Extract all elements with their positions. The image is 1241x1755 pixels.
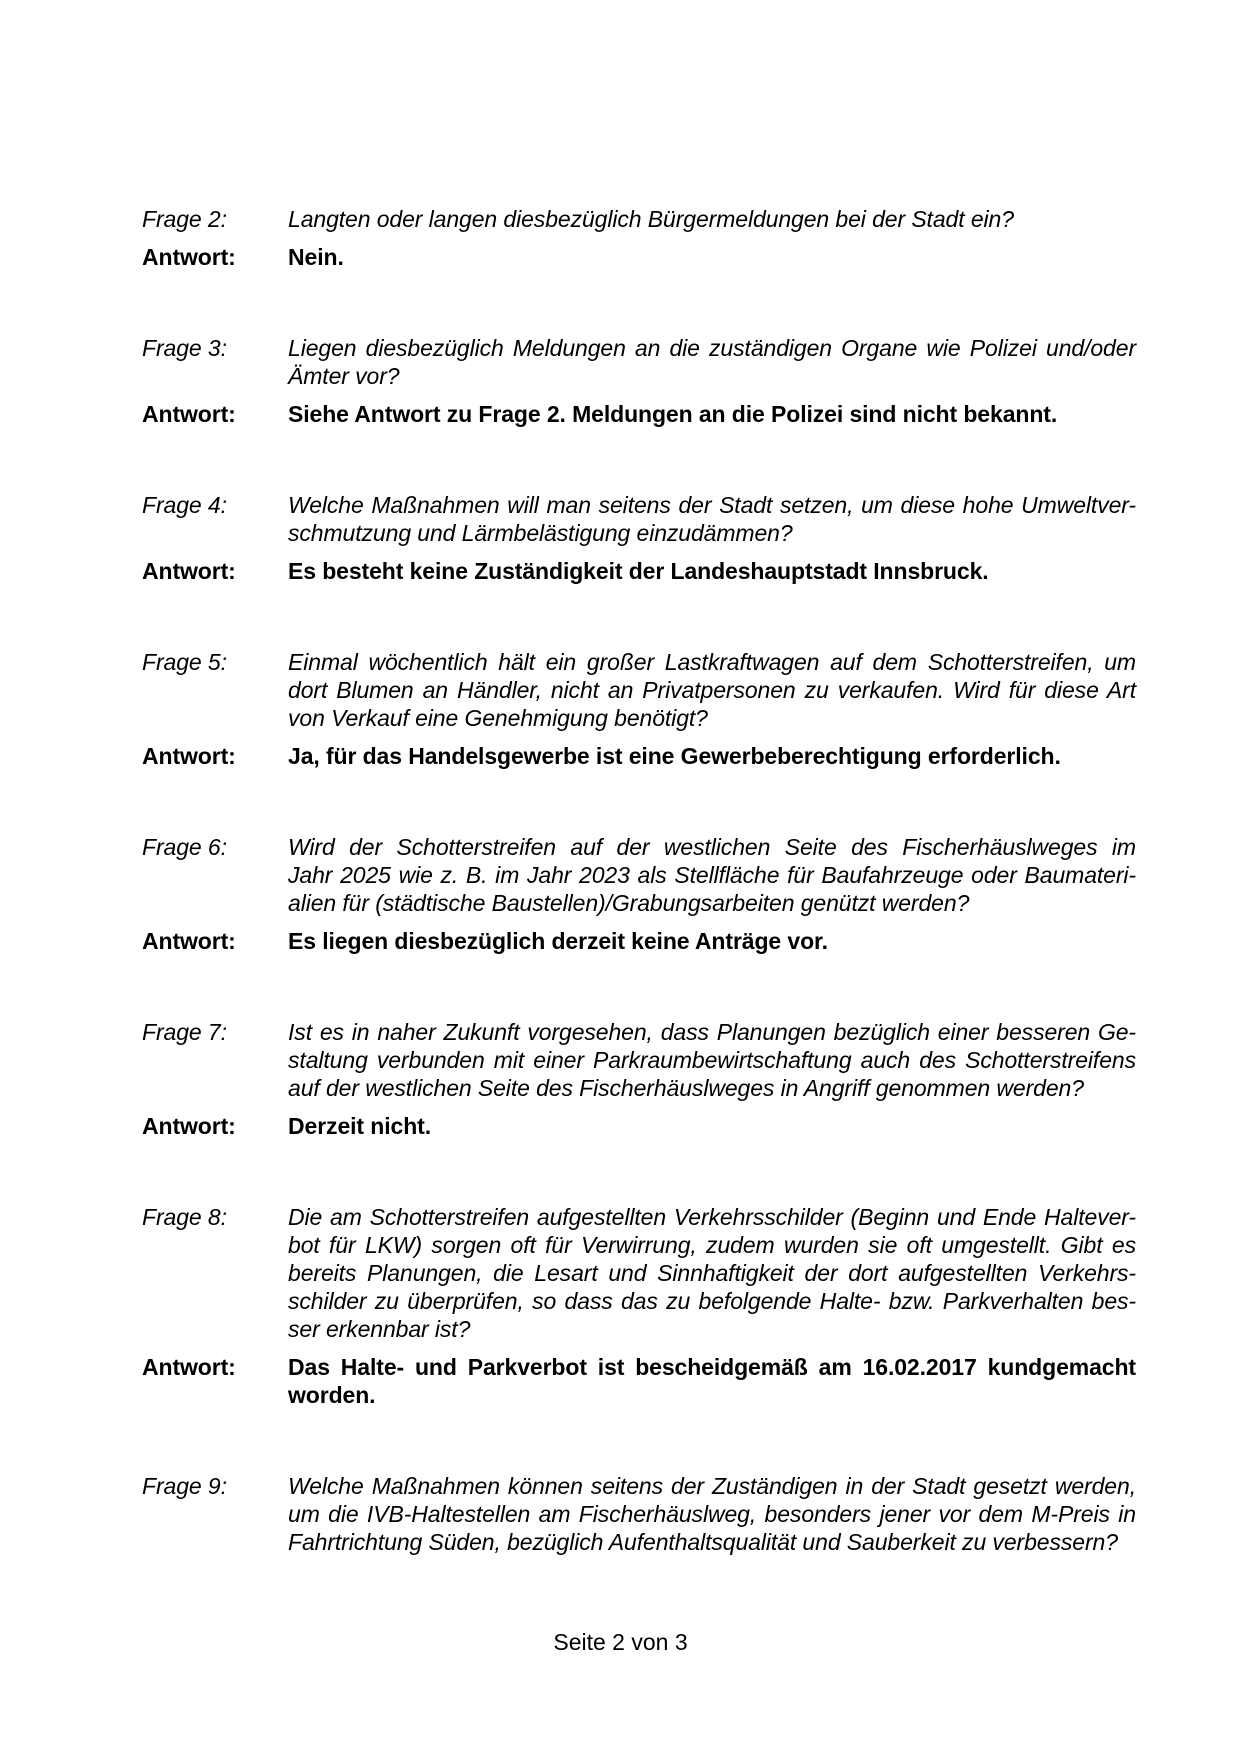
frage-8-label: Frage 8: [142,1204,227,1230]
qa-block-frage-9 [142,1472,1241,1556]
frage-8-question-text: Die am Schotterstreifen aufgestellten Verkehrsschilder (Beginn und Ende Haltever- bot für LKW) sorgen oft für Verwirrung, zudem wurden sie oft umgestellt. Gibt es bereits Planungen, die Lesart und Sinnhaftigkeit der dort aufgestellten Verkehrs- schilder zu überprüfen, so dass das zu befolgende Halte- bzw. Parkverhalten bes- ser erkennbar ist? [288,1204,1136,1342]
frage-3-label: Frage 3: [142,335,227,361]
antwort-7-answer-text: Derzeit nicht. [288,1113,432,1139]
qa-block-frage-5 [142,648,1241,770]
qa-block-frage-8 [142,1203,1241,1409]
frage-3-question-text: Liegen diesbezüglich Meldungen an die zuständigen Organe wie Polizei und/oder Ämter vor? [288,335,1136,389]
frage-6-question-text: Wird der Schotterstreifen auf der westlichen Seite des Fischerhäuslweges im Jahr 2025 wie z. B. im Jahr 2023 als Stellfläche für Baufahrzeuge oder Baumateri- alien für (städtische Baustellen)/Grabungsarbeiten genützt werden? [288,834,1136,916]
qa-block-frage-4 [142,491,1241,585]
qa-block-frage-7 [142,1018,1241,1140]
qa-block-frage-6 [142,833,1241,955]
qa-block-frage-3 [142,334,1241,428]
antwort-2-answer-text: Nein. [288,244,344,270]
antwort-3-label: Antwort: [142,401,236,427]
antwort-5-label: Antwort: [142,743,236,769]
frage-5-question-text: Einmal wöchentlich hält ein großer Lastkraftwagen auf dem Schotterstreifen, um dort Blumen an Händler, nicht an Privatpersonen zu verkaufen. Wird für diese Art von Verkauf eine Genehmigung benötigt? [288,649,1136,731]
frage-2-question-text: Langten oder langen diesbezüglich Bürgermeldungen bei der Stadt ein? [288,206,1014,232]
antwort-5-answer-text: Ja, für das Handelsgewerbe ist eine Gewerbeberechtigung erforderlich. [288,743,1061,769]
frage-6-label: Frage 6: [142,834,227,860]
frage-7-label: Frage 7: [142,1019,227,1045]
frage-9-question-text: Welche Maßnahmen können seitens der Zuständigen in der Stadt gesetzt werden, um die IVB-Haltestellen am Fischerhäuslweg, besonders jener vor dem M-Preis in Fahrtrichtung Süden, bezüglich Aufenthaltsqualität und Sauberkeit zu verbessern? [288,1473,1136,1555]
antwort-2-label: Antwort: [142,244,236,270]
antwort-8-answer-text: Das Halte- und Parkverbot ist bescheidgemäß am 16.02.2017 kundgemacht worden. [288,1354,1136,1408]
qa-block-frage-2 [142,205,1241,271]
antwort-6-answer-text: Es liegen diesbezüglich derzeit keine Anträge vor. [288,928,828,954]
antwort-4-label: Antwort: [142,558,236,584]
frage-2-label: Frage 2: [142,206,227,232]
frage-4-label: Frage 4: [142,492,227,518]
antwort-6-label: Antwort: [142,928,236,954]
frage-9-label: Frage 9: [142,1473,227,1499]
page-number-footer: Seite 2 von 3 [553,1629,688,1655]
antwort-4-answer-text: Es besteht keine Zuständigkeit der Landeshauptstadt Innsbruck. [288,558,989,584]
antwort-8-label: Antwort: [142,1354,236,1380]
antwort-3-answer-text: Siehe Antwort zu Frage 2. Meldungen an die Polizei sind nicht bekannt. [288,401,1058,427]
frage-5-label: Frage 5: [142,649,227,675]
frage-7-question-text: Ist es in naher Zukunft vorgesehen, dass Planungen bezüglich einer besseren Ge- staltung verbunden mit einer Parkraumbewirtschaftung auch des Schotterstreifens auf der westlichen Seite des Fischerhäuslweges in Angriff genommen werden? [288,1019,1136,1101]
antwort-7-label: Antwort: [142,1113,236,1139]
frage-4-question-text: Welche Maßnahmen will man seitens der Stadt setzen, um diese hohe Umweltver- schmutzung und Lärmbelästigung einzudämmen? [288,492,1136,546]
